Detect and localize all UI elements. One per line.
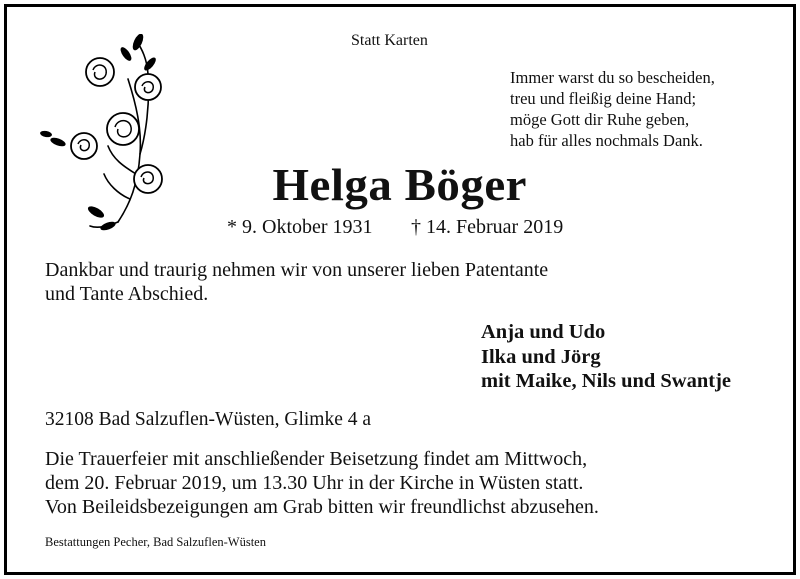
deceased-name	[0, 158, 800, 211]
poem-line: hab für alles nochmals Dank.	[510, 131, 703, 150]
intro-line: Dankbar und traurig nehmen wir von unserer lieben Patentante	[45, 259, 549, 281]
mourner-line: Ilka und Jörg	[481, 345, 601, 368]
intro-text	[45, 258, 548, 306]
funeral-home: Bestattungen Pecher, Bad Salzuflen-Wüsten	[45, 535, 266, 549]
poem	[510, 67, 715, 151]
mourners	[481, 320, 731, 394]
notice-header: Statt Karten	[351, 32, 428, 49]
address: 32108 Bad Salzuflen-Wüsten, Glimke 4 a	[45, 409, 372, 430]
intro-line: und Tante Abschied.	[45, 283, 209, 305]
mourner-line: mit Maike, Nils und Swantje	[481, 370, 732, 392]
death-date: † 14. Februar 2019	[411, 216, 564, 238]
deceased-name-text: Helga Böger	[272, 159, 528, 210]
birth-date: * 9. Oktober 1931	[227, 216, 373, 238]
ceremony-text	[45, 447, 599, 519]
ceremony-line: Von Beileidsbezeigungen am Grab bitten wir freundlichst abzusehen.	[45, 496, 599, 518]
poem-line: treu und fleißig deine Hand;	[510, 89, 697, 108]
poem-line: Immer warst du so bescheiden,	[510, 68, 715, 87]
ceremony-line: Die Trauerfeier mit anschließender Beisetzung findet am Mittwoch,	[45, 448, 588, 470]
mourner-line: Anja und Udo	[481, 321, 606, 343]
poem-line: möge Gott dir Ruhe geben,	[510, 110, 690, 129]
ceremony-line: dem 20. Februar 2019, um 13.30 Uhr in der Kirche in Wüsten statt.	[45, 472, 584, 494]
